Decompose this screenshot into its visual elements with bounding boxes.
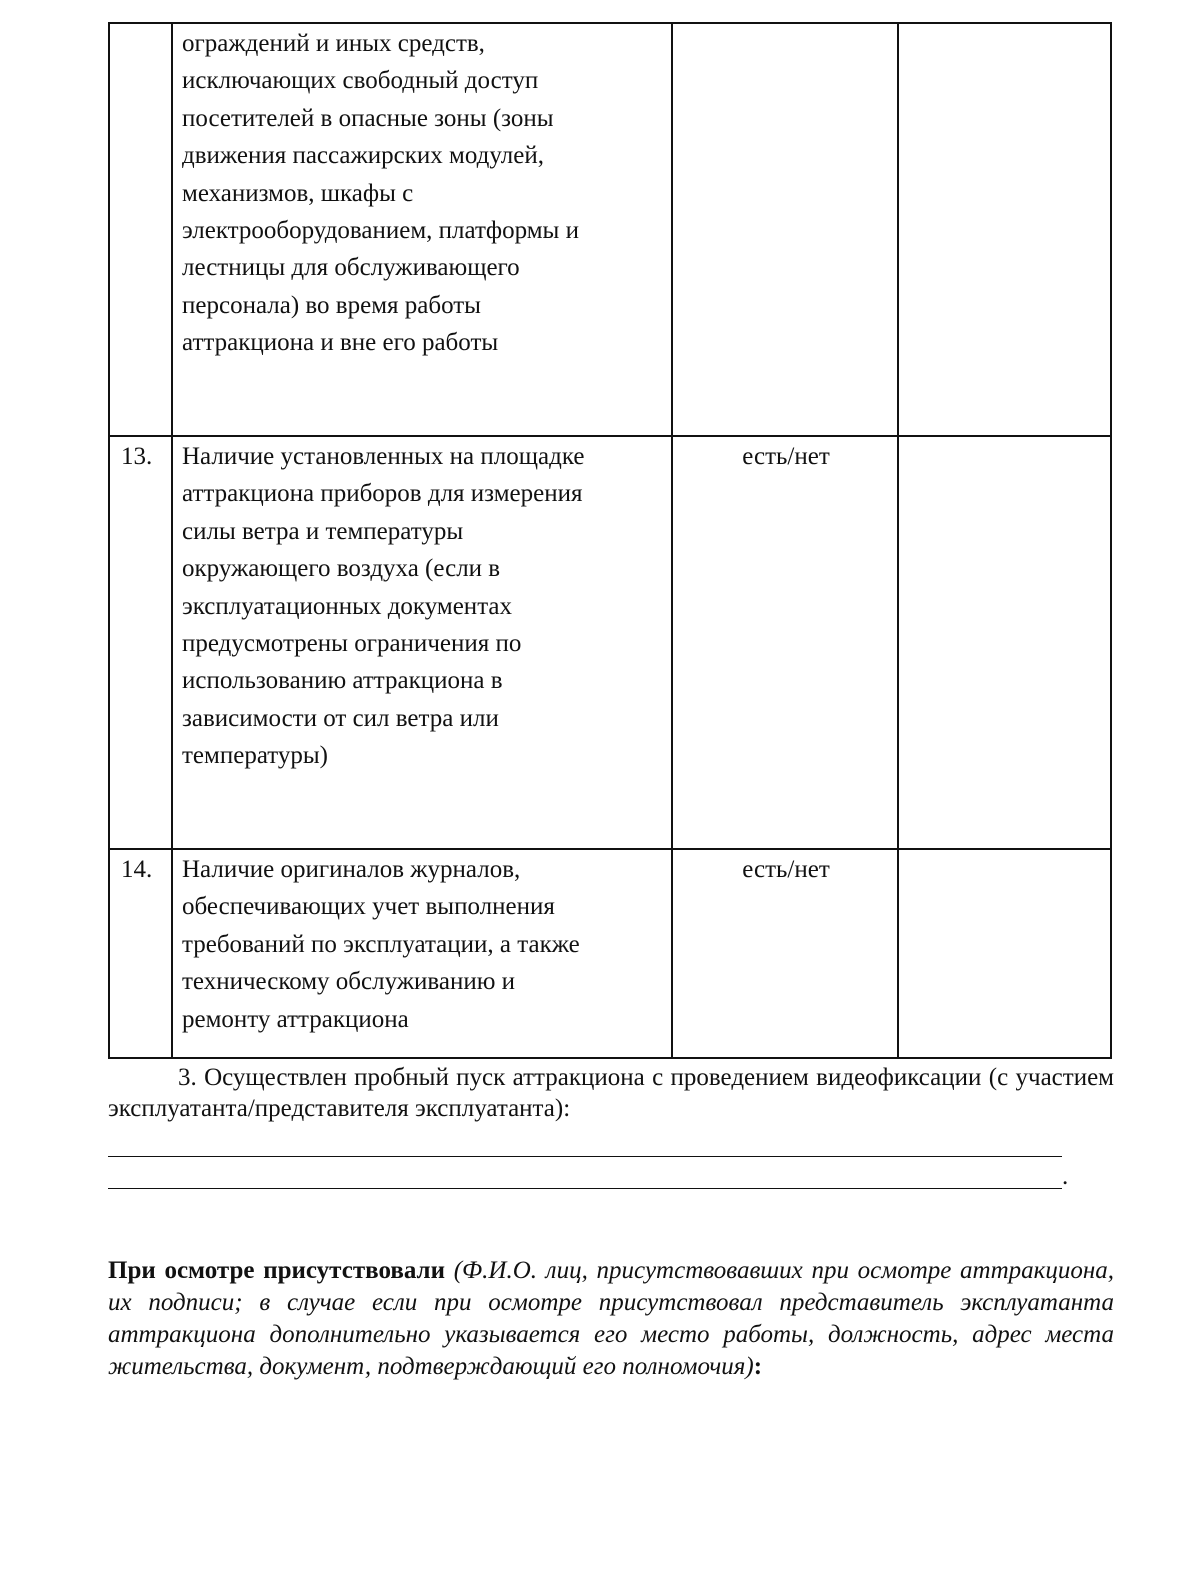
table-divider-col1 [171,22,173,1059]
row-number: 14. [121,856,153,883]
row-description: ограждений и иных средств, исключающих свободный доступ посетителей в опасные зоны (зоны движения пассажирских модулей, механизмов, шкафы с электрооборудованием, платформы и лестницы для обслуживающего персонала) во время работы аттракциона и вне его работы [182,30,579,357]
fill-in-line [108,1156,1062,1157]
table-border-left [108,22,110,1059]
attended-paragraph [108,1255,1114,1383]
row-number: 13. [121,443,153,470]
fill-in-line [108,1188,1062,1189]
row-value: есть/нет [742,856,830,883]
row-description: Наличие оригиналов журналов, обеспечивающих учет выполнения требований по эксплуатации, а также техническому обслуживанию и ремонту аттракциона [182,856,580,1033]
table-border-bottom [108,1057,1112,1059]
row-description: Наличие установленных на площадке аттракциона приборов для измерения силы ветра и температуры окружающего воздуха (если в эксплуатационных документах предусмотрены ограничения по использованию аттракциона в зависимости от сил ветра или температуры) [182,443,585,770]
table-border-top [108,22,1112,24]
table-row-divider [108,435,1112,437]
table-border-right [1110,22,1112,1059]
table-row-divider [108,848,1112,850]
fill-in-end-mark: . [1062,1163,1069,1190]
attended-colon: : [753,1353,763,1380]
table-divider-col3 [897,22,899,1059]
attended-note: (Ф.И.О. лиц, присутствовавших при осмотре аттракциона, их подписи; в случае если при осмотре присутствовал представитель эксплуатанта аттракциона дополнительно указывается его место работы, должность, адрес места жительства, документ, подтверждающий его полномочия) [108,1257,1115,1380]
table-divider-col2 [671,22,673,1059]
section-3-text: 3. Осуществлен пробный пуск аттракциона с проведением видеофиксации (с участием эксплуатанта/представителя эксплуатанта): [108,1064,1114,1122]
attended-label: При осмотре присутствовали [108,1257,445,1284]
row-value: есть/нет [742,443,830,470]
